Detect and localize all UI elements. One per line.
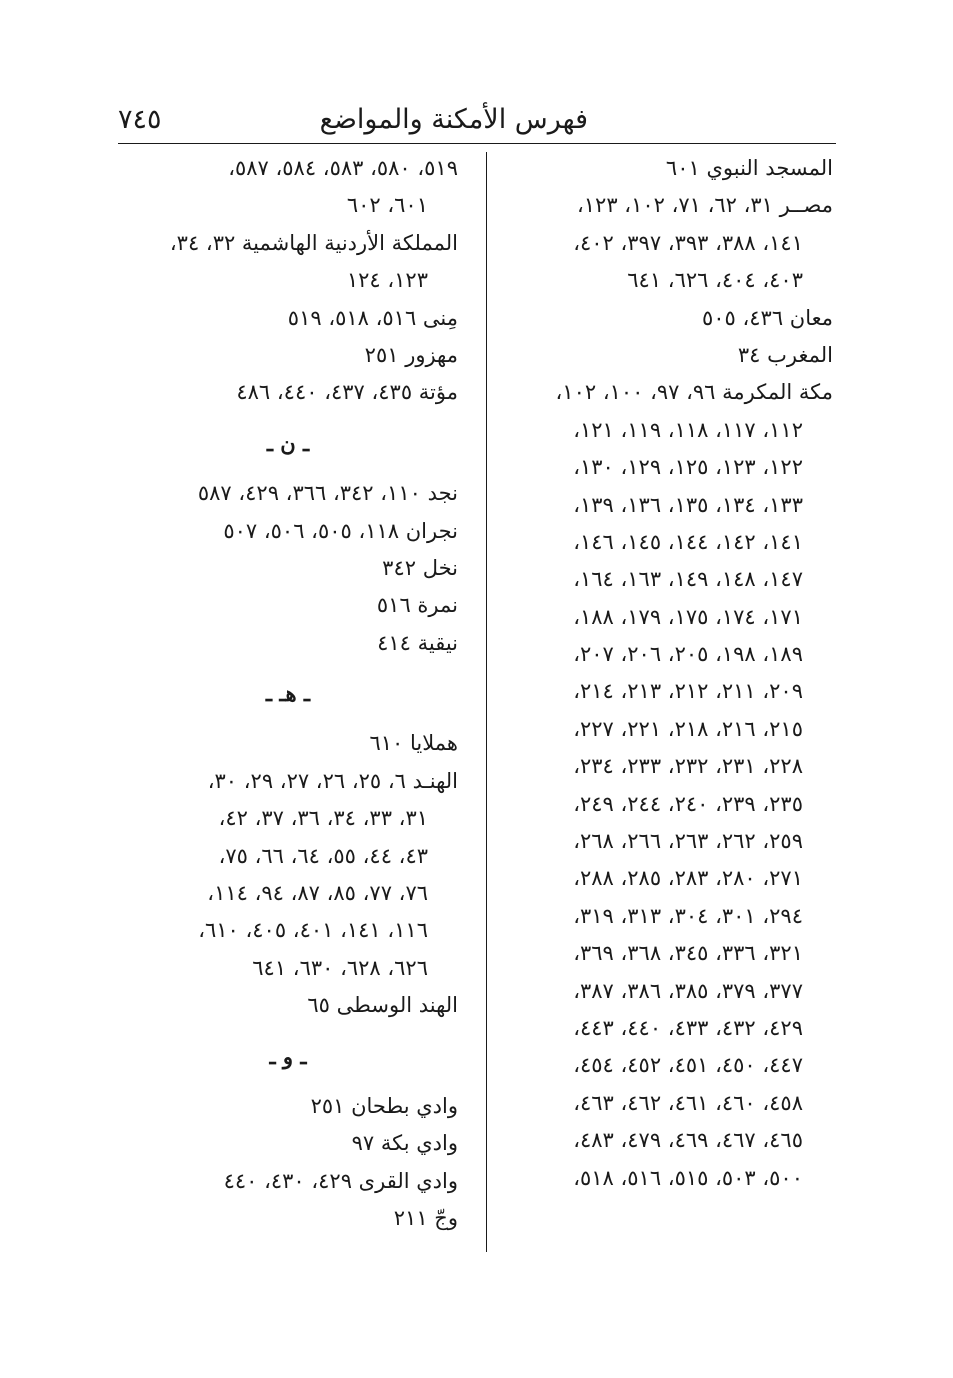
index-entry-continuation: ٥٠٠، ٥٠٣، ٥١٥، ٥١٦، ٥١٨، bbox=[573, 1165, 803, 1190]
index-entry-continuation: ٢٢٨، ٢٣١، ٢٣٢، ٢٣٣، ٢٣٤، bbox=[573, 754, 803, 779]
index-entry: وجّ ٢١١ bbox=[393, 1206, 458, 1231]
index-entry: المملكة الأردنية الهاشمية ٣٢، ٣٤، bbox=[169, 230, 458, 255]
index-entry: نجران ١١٨، ٥٠٥، ٥٠٦، ٥٠٧ bbox=[223, 518, 458, 543]
page-number: ٧٤٥ bbox=[118, 104, 162, 135]
index-entry: نيقية ٤١٤ bbox=[377, 630, 458, 655]
index-entry-continuation: ٦٠١، ٦٠٢ bbox=[346, 193, 428, 218]
index-entry-continuation: ١٤١، ١٤٢، ١٤٤، ١٤٥، ١٤٦، bbox=[573, 529, 803, 554]
index-entry: نخل ٣٤٢ bbox=[382, 555, 458, 580]
index-entry-continuation: ٤٤٧، ٤٥٠، ٤٥١، ٤٥٢، ٤٥٤، bbox=[573, 1053, 803, 1078]
index-entry-continuation: ٢٩٤، ٣٠١، ٣٠٤، ٣١٣، ٣١٩، bbox=[573, 903, 803, 928]
index-entry-continuation: ١٢٣، ١٢٤ bbox=[346, 268, 428, 293]
column-divider bbox=[486, 152, 487, 1252]
index-entry-continuation: ٣٧٧، ٣٧٩، ٣٨٥، ٣٨٦، ٣٨٧، bbox=[573, 978, 803, 1003]
section-heading-waw: ـ و ـ bbox=[269, 1043, 307, 1069]
index-entry-continuation: ١٢٢، ١٢٣، ١٢٥، ١٢٩، ١٣٠، bbox=[573, 455, 803, 480]
index-entry: مهزور ٢٥١ bbox=[364, 342, 458, 367]
index-entry-continuation: ٤٠٣، ٤٠٤، ٦٢٦، ٦٤١ bbox=[627, 268, 803, 293]
index-entry-continuation: ٣١، ٣٣، ٣٤، ٣٦، ٣٧، ٤٢، bbox=[218, 806, 428, 831]
index-entry: وادي بكة ٩٧ bbox=[351, 1131, 458, 1156]
index-entry-continuation: ٤٦٥، ٤٦٧، ٤٦٩، ٤٧٩، ٤٨٣، bbox=[573, 1128, 803, 1153]
index-entry: مؤتة ٤٣٥، ٤٣٧، ٤٤٠، ٤٨٦ bbox=[236, 380, 458, 405]
index-entry-continuation: ٢١٥، ٢١٦، ٢١٨، ٢٢١، ٢٢٧، bbox=[573, 716, 803, 741]
index-entry: مكة المكرمة ٩٦، ٩٧، ١٠٠، ١٠٢، bbox=[555, 380, 833, 405]
index-entry-continuation: ٢٥٩، ٢٦٢، ٢٦٣، ٢٦٦، ٢٦٨، bbox=[573, 829, 803, 854]
index-entry: الهند الوسطى ٦٥ bbox=[307, 993, 458, 1018]
index-entry-continuation: ١٣٣، ١٣٤، ١٣٥، ١٣٦، ١٣٩، bbox=[573, 492, 803, 517]
index-entry-continuation: ١١٦، ١٤١، ٤٠١، ٤٠٥، ٦١٠، bbox=[198, 918, 428, 943]
index-entry-continuation: ٥١٩، ٥٨٠، ٥٨٣، ٥٨٤، ٥٨٧، bbox=[228, 156, 458, 180]
index-entry-continuation: ١٤١، ٣٨٨، ٣٩٣، ٣٩٧، ٤٠٢، bbox=[573, 230, 803, 255]
right-column bbox=[503, 150, 833, 1197]
index-entry: مصــر ٣١، ٦٢، ٧١، ١٠٢، ١٢٣، bbox=[577, 193, 833, 218]
index-entry: المسجد النبوي ٦٠١ bbox=[665, 156, 833, 180]
page-title: فهرس الأمكنة والمواضع bbox=[319, 104, 588, 135]
index-entry: مِنى ٥١٦، ٥١٨، ٥١٩ bbox=[287, 305, 458, 330]
section-heading-nun: ـ ن ـ bbox=[266, 430, 310, 456]
index-entry-continuation: ٤٥٨، ٤٦٠، ٤٦١، ٤٦٢، ٤٦٣، bbox=[573, 1090, 803, 1115]
index-entry: نجد ١١٠، ٣٤٢، ٣٦٦، ٤٢٩، ٥٨٧ bbox=[197, 481, 458, 506]
section-heading-ha: ـ هـ ـ bbox=[265, 681, 311, 707]
index-entry-continuation: ٤٣، ٤٤، ٥٥، ٦٤، ٦٦، ٧٥، bbox=[218, 843, 428, 868]
index-entry: هملايا ٦١٠ bbox=[369, 731, 458, 756]
index-entry-continuation: ٣٢١، ٣٣٦، ٣٤٥، ٣٦٨، ٣٦٩، bbox=[573, 941, 803, 966]
index-entry-continuation: ٦٢٦، ٦٢٨، ٦٣٠، ٦٤١ bbox=[252, 955, 428, 980]
index-entry: المغرب ٣٤ bbox=[737, 342, 833, 367]
index-entry-continuation: ٢٣٥، ٢٣٩، ٢٤٠، ٢٤٤، ٢٤٩، bbox=[573, 791, 803, 816]
index-entry-continuation: ٧٦، ٧٧، ٨٥، ٨٧، ٩٤، ١١٤، bbox=[207, 881, 428, 906]
index-entry: وادي بطحان ٢٥١ bbox=[310, 1093, 458, 1118]
index-entry: معان ٤٣٦، ٥٠٥ bbox=[701, 305, 833, 330]
index-entry-continuation: ١٤٧، ١٤٨، ١٤٩، ١٦٣، ١٦٤، bbox=[573, 567, 803, 592]
index-entry-continuation: ١٨٩، ١٩٨، ٢٠٥، ٢٠٦، ٢٠٧، bbox=[573, 642, 803, 667]
left-column bbox=[128, 150, 458, 1238]
index-entry-continuation: ٤٢٩، ٤٣٢، ٤٣٣، ٤٤٠، ٤٤٣، bbox=[573, 1015, 803, 1040]
index-entry-continuation: ١٧١، ١٧٤، ١٧٥، ١٧٩، ١٨٨، bbox=[573, 604, 803, 629]
index-entry-continuation: ١١٢، ١١٧، ١١٨، ١١٩، ١٢١، bbox=[573, 417, 803, 442]
index-entry-continuation: ٢٠٩، ٢١١، ٢١٢، ٢١٣، ٢١٤، bbox=[573, 679, 803, 704]
header-rule bbox=[118, 143, 836, 144]
page-header bbox=[118, 100, 836, 144]
index-entry-continuation: ٢٧١، ٢٨٠، ٢٨٣، ٢٨٥، ٢٨٨، bbox=[573, 866, 803, 891]
index-entry: الهنـد ٦، ٢٥، ٢٦، ٢٧، ٢٩، ٣٠، bbox=[207, 768, 458, 793]
index-entry: نمرة ٥١٦ bbox=[376, 593, 458, 618]
index-entry: وادي القرى ٤٢٩، ٤٣٠، ٤٤٠ bbox=[223, 1168, 458, 1193]
